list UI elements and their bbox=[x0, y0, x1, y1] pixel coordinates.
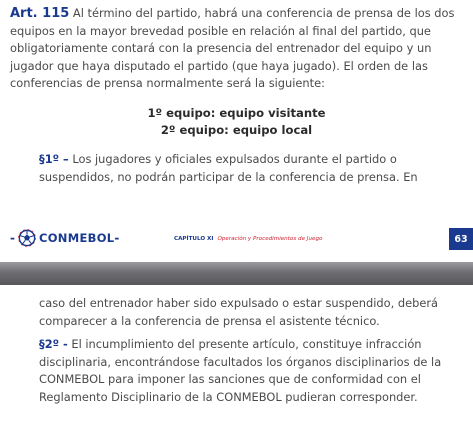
section-1-text: Los jugadores y oficiales expulsados durante el partido o suspendidos, no podrán participar de la conferencia de prensa. En bbox=[39, 152, 418, 184]
page-separator bbox=[0, 262, 473, 285]
footer-chapter bbox=[174, 236, 322, 242]
section-2-label: §2º - bbox=[39, 337, 68, 351]
continuation-paragraph: caso del entrenador haber sido expulsado o estar suspendido, deberá comparecer a la conferencia de prensa el asistente técnico. bbox=[39, 296, 438, 328]
logo-text: CONMEBOL bbox=[38, 231, 115, 245]
article-115-paragraph bbox=[10, 5, 470, 93]
logo-dash-left: - bbox=[10, 231, 15, 245]
section-2-text: El incumplimiento del presente artículo, constituye infracción disciplinaria, encontrándose facultados los órganos disciplinarios de la CONMEBOL para imponer las sanciones que de conformidad con el Reglamento Disciplinario de la CONMEBOL pudieran corresponder. bbox=[39, 337, 442, 404]
logo-dash-right: - bbox=[114, 231, 120, 245]
second-team-line: 2º equipo: equipo local bbox=[160, 123, 313, 137]
section-1-paragraph bbox=[39, 151, 459, 186]
document-page-bottom bbox=[0, 285, 473, 448]
section-1-label: §1º – bbox=[39, 152, 69, 166]
conmebol-logo bbox=[10, 229, 119, 247]
article-label: Art. 115 bbox=[10, 6, 70, 21]
page-number: 63 bbox=[449, 228, 473, 250]
chapter-title: Operación y Procedimientos de Juego bbox=[217, 236, 323, 242]
chapter-label: CAPÍTULO XI bbox=[174, 236, 214, 242]
first-team-line: 1º equipo: equipo visitante bbox=[147, 106, 326, 120]
article-text: Al término del partido, habrá una conferencia de prensa de los dos equipos en la mayor brevedad posible en relación al final del partido, que obligatoriamente contará con la presencia del entrenador del equipo y un jugador que haya disputado el partido (que haya jugado). El orden de las conferencias de prensa normalmente será la siguiente: bbox=[10, 6, 455, 91]
section-2-paragraph bbox=[39, 336, 469, 406]
soccer-ball-icon bbox=[18, 229, 36, 247]
